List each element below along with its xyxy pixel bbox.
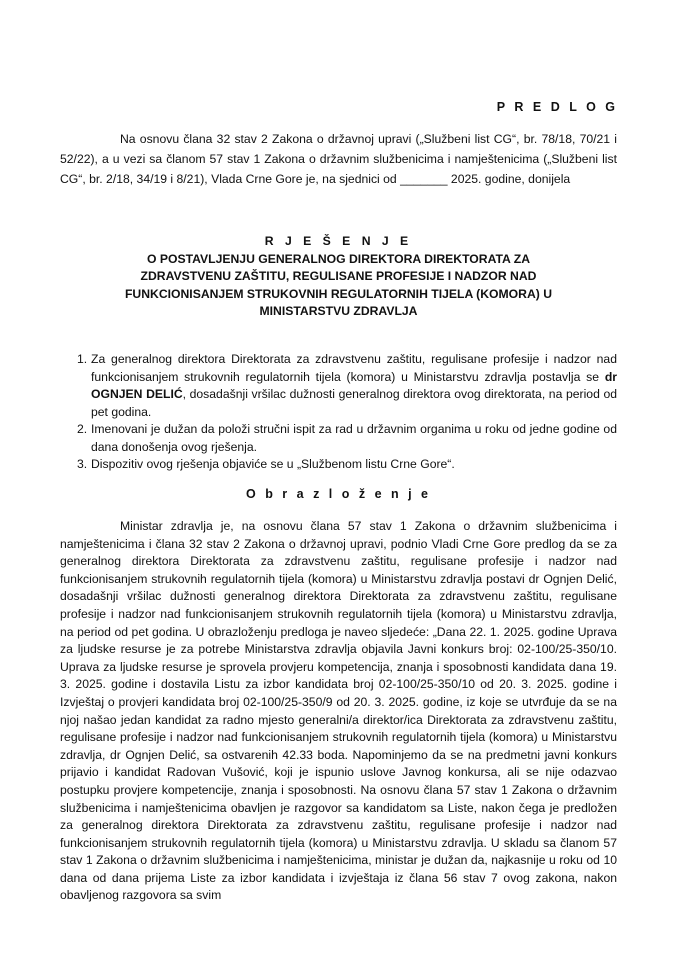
item-text: Dispozitiv ovog rješenja objaviće se u „Službenom listu Crne Gore“. [91,457,455,471]
decision-item [60,421,617,456]
resenje-heading: R J E Š E N J E [264,234,413,248]
item-text: Za generalnog direktora Direktorata za zdravstvenu zaštitu, regulisane profesije i nadzor nad funkcionisanjem strukovnih regulatornih tijela (komora) u Ministarstvu zdravlja postavlja se [91,352,617,384]
decision-item [60,351,617,421]
predlog-label: P R E D L O G [496,100,618,114]
item-number: 1. [77,352,88,366]
item-text: Imenovani je dužan da položi stručni ispit za rad u državnim organima u roku od jedne godine od dana donošenja ovog rješenja. [91,422,617,454]
item-number: 3. [77,457,88,471]
title-line: MINISTARSTVU ZDRAVLJA [259,304,418,318]
title-line: FUNKCIONISANJEM STRUKOVNIH REGULATORNIH TIJELA (KOMORA) U [124,286,552,301]
title-line: O POSTAVLJENJU GENERALNOG DIREKTORA DIREKTORATA ZA [146,251,531,266]
intro-paragraph: Na osnovu člana 32 stav 2 Zakona o državnoj upravi („Službeni list CG“, br. 78/18, 70/21 i 52/22), a u vezi sa članom 57 stav 1 Zakona o državnim službenicima i namještenicima („Službeni list CG“, br. 2/18, 34/19 i 8/21), Vlada Crne Gore je, na sjednici od _______ 2025. godine, donijela [60,132,617,186]
decision-item [60,456,617,474]
obrazlozenje-paragraph: Ministar zdravlja je, na osnovu člana 57 stav 1 Zakona o državnim službenicima i namještenicima i člana 32 stav 2 Zakona o državnoj upravi, podnio Vladi Crne Gore predlog da se za generalnog direktora Direktorata za zdravstvenu zaštitu, regulisane profesije i nadzor nad funkcionisanjem strukovnih regulatornih tijela (komora) u Ministarstvu zdravlja postavi dr Ognjen Delić, dosadašnji vršilac dužnosti generalnog direktora Direktorata za zdravstvenu zaštitu, regulisane profesije i nadzor nad funkcionisanjem strukovnih regulatornih tijela (komora) u Ministarstvu zdravlja, na period od pet godina. U obrazloženju predloga je naveo sljedeće: „Dana 22. 1. 2025. godine Uprava za ljudske resurse je za potrebe Ministarstva zdravlja objavila Javni konkurs broj: 02-100/25-350/10. Uprava za ljudske resurse je sprovela provjeru kompetencija, znanja i sposobnosti kandidata dana 19. 3. 2025. godine i dostavila Listu za izbor kandidata broj 02-100/25-350/10 od 20. 3. 2025. godine i Izvještaj o provjeri kandidata broj 02-100/25-350/9 od 20. 3. 2025. godine, iz koje se utvrđuje da se na njoj našao jedan kandidat za radno mjesto generalni/a direktor/ica Direktorata za zdravstvenu zaštitu, regulisane profesije i nadzor nad funkcionisanjem strukovnih regulatornih tijela (komora) u Ministarstvu zdravlja, dr Ognjen Delić, sa ostvarenih 42.33 boda. Napominjemo da se na predmetni javni konkurs prijavio i kandidat Radovan Vušović, koji je ispunio uslove Javnog konkursa, ali se nije odazvao postupku provjere kompetencije, znanja i sposobnosti. Na osnovu člana 57 stav 1 Zakona o državnim službenicima i namještenicima obavljen je razgovor sa kandidatom sa Liste, nakon čega je predložen za generalnog direktora Direktorata za zdravstvenu zaštitu, regulisane profesije i nadzor nad funkcionisanjem strukovnih regulatornih tijela (komora) u Ministarstvu zdravlja. U skladu sa članom 57 stav 1 Zakona o državnim službenicima i namještenicima, ministar je dužan da, najkasnije u roku od 10 dana od dana prijema Liste za izbor kandidata i izvještaja iz člana 56 stav 7 ovog zakona, nakon obavljenog razgovora sa svim [60,519,617,903]
obrazlozenje-heading: O b r a z l o ž e n j e [246,487,431,501]
item-text-rest: , dosadašnji vršilac dužnosti generalnog direktora ovog direktorata, na period od pet godina. [91,387,617,419]
appointee-name: dr OGNJEN DELIĆ [91,369,617,401]
decision-title [60,233,617,321]
item-number: 2. [77,422,88,436]
title-line: ZDRAVSTVENU ZAŠTITU, REGULISANE PROFESIJE I NADZOR NAD [140,269,537,283]
decision-list [60,351,617,474]
